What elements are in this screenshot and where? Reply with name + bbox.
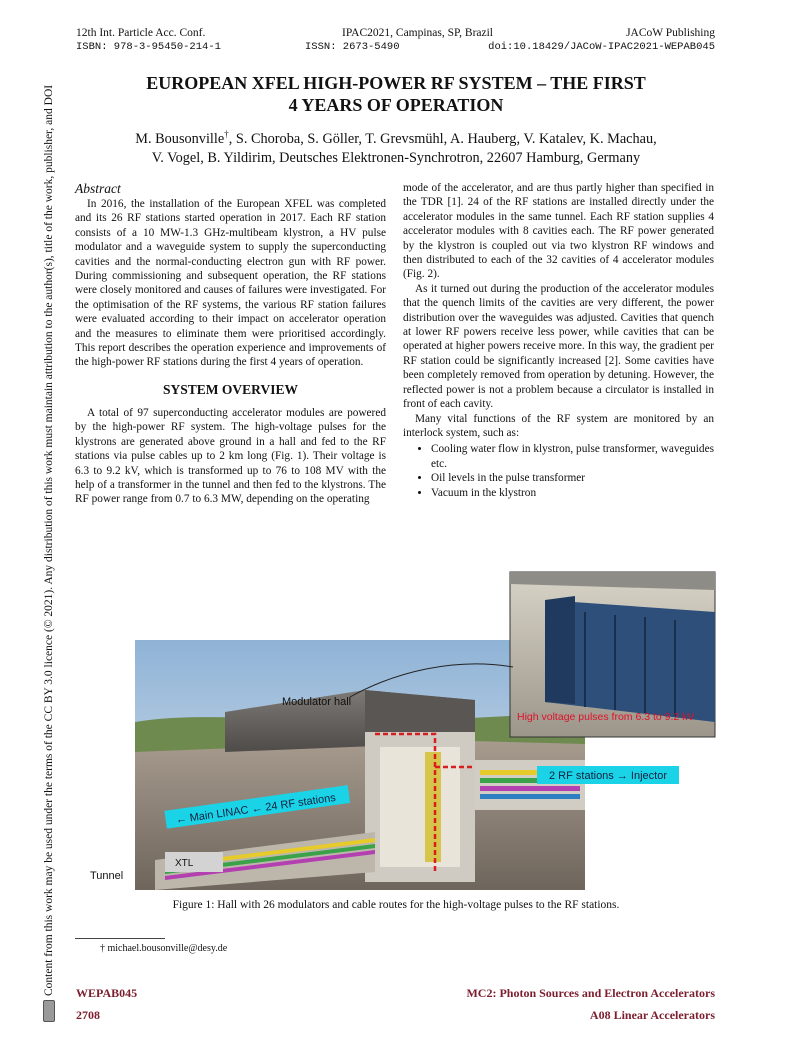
injector-stations-label: 2 RF stations → Injector	[549, 770, 667, 782]
conference-name: 12th Int. Particle Acc. Conf.	[76, 27, 206, 39]
track-name: MC2: Photon Sources and Electron Accelerators	[466, 986, 715, 1000]
left-column	[75, 181, 386, 507]
paper-title	[76, 72, 716, 116]
figure-caption: Figure 1: Hall with 26 modulators and cable routes for the high-voltage pulses to the RF stations.	[172, 899, 620, 911]
main-linac-label: ← Main LINAC ← 24 RF stations	[175, 791, 337, 827]
isbn: ISBN: 978-3-95450-214-1	[76, 41, 221, 53]
conference-location: IPAC2021, Campinas, SP, Brazil	[342, 27, 494, 39]
issn: ISSN: 2673-5490	[305, 41, 400, 53]
right-paragraph-2: As it turned out during the production of the accelerator modules that the quench limits of the cavities are very different, the power distribution over the waveguides was adjusted. Cavities that quench at lower RF powers receive less power, while cavities that can be operated at higher powers receive more. In this way, the gradient per RF station could be significantly increased [2]. Some cavities have been completely removed from operation by detuning. However, the reflected power is not a problem because a circulator is installed in front of each cavity.	[403, 282, 714, 411]
license-text: Content from this work may be used under the terms of the CC BY 3.0 licence (© 2021). Any distribution of this work must maintain attribution to the author(s), title of the work, publisher, and DOI	[43, 84, 55, 996]
list-item: • Vacuum in the klystron	[431, 486, 714, 500]
doi: doi:10.18429/JACoW-IPAC2021-WEPAB045	[488, 41, 715, 53]
list-item: • Oil levels in the pulse transformer	[431, 471, 714, 485]
author-list	[76, 125, 716, 168]
title-line-2: 4 YEARS OF OPERATION	[288, 95, 504, 115]
cc-license-icon	[43, 1000, 55, 1022]
list-item: • Cooling water flow in klystron, pulse transformer, waveguides etc.	[431, 442, 714, 471]
modulator-hall-label: Modulator hall	[282, 696, 352, 708]
paper-id: WEPAB045	[76, 986, 138, 1000]
abstract-paragraph: In 2016, the installation of the European XFEL was completed and its 26 RF stations started operation in 2017. Each RF station consists of a 10 MW-1.3 GHz-multibeam klystron, a HV pulse modulator and a waveguide system to supply the superconducting cavities and the normal-conducting electron gun with RF power. During commissioning and subsequent operation, the RF stations were closely monitored and causes of failures were investigated. For the optimisation of the RF systems, the various RF station failures were evaluated according to their impact on accelerator operation and the measures to eliminate them were prioritised accordingly. This report describes the operation experience and improvements of the high-power RF stations during the first 4 years of operation.	[75, 198, 386, 369]
section-heading-system-overview: SYSTEM OVERVIEW	[163, 381, 298, 397]
tunnel-label: Tunnel	[90, 870, 124, 882]
authors-line-1	[76, 125, 716, 149]
co-authors: , S. Choroba, S. Göller, T. Grevsmühl, A. Hauberg, V. Katalev, K. Machau,	[228, 130, 657, 147]
first-author: M. Bousonville	[135, 130, 225, 147]
hv-pulses-label: High voltage pulses from 6.3 to 9.2 kV	[517, 711, 695, 723]
xtl-label: XTL	[175, 858, 194, 869]
right-paragraph-3: Many vital functions of the RF system are monitored by an interlock system, such as:	[403, 412, 714, 439]
figure-1-illustration	[90, 572, 715, 892]
page-number: 2708	[76, 1008, 100, 1022]
author-footnote-mark: †	[224, 129, 229, 139]
footnote-rule	[75, 938, 165, 939]
interlock-list	[403, 442, 714, 500]
publisher-name: JACoW Publishing	[626, 27, 715, 39]
authors-line-2: V. Vogel, B. Yildirim, Deutsches Elektronen-Synchrotron, 22607 Hamburg, Germany	[151, 149, 641, 166]
right-column	[403, 181, 714, 500]
figure-1	[90, 572, 715, 892]
subtrack-name: A08 Linear Accelerators	[589, 1008, 715, 1022]
overview-paragraph: A total of 97 superconducting accelerator modules are powered by the high-power RF system. The high-voltage pulses for the klystrons are generated above ground in a hall and fed to the RF stations via pulse cables up to 2 km long (Fig. 1). Their voltage is 6.3 to 9.2 kV, which is transformed up to 76 to 108 MV with the help of a transformer in the tunnel and then fed to the klystrons. The RF power range from 0.7 to 6.3 MW, depending on the operating	[75, 406, 386, 506]
license-sidebar	[41, 22, 57, 1022]
xtl-box	[165, 852, 223, 872]
title-line-1: EUROPEAN XFEL HIGH-POWER RF SYSTEM – THE FIRST	[146, 73, 646, 93]
right-paragraph-1: mode of the accelerator, and are thus partly higher than specified in the TDR [1]. 24 of the RF stations are installed directly under the accelerator modules in the same tunnel. Each RF station supplies 4 accelerator modules with 8 cavities each. The RF power generated by the klystron is coupled out via two klystron RF windows and then distributed to each of the 32 cavities of 4 accelerator modules (Fig. 2).	[403, 182, 714, 281]
abstract-heading: Abstract	[75, 181, 121, 196]
author-email-footnote: † michael.bousonville@desy.de	[100, 943, 228, 954]
